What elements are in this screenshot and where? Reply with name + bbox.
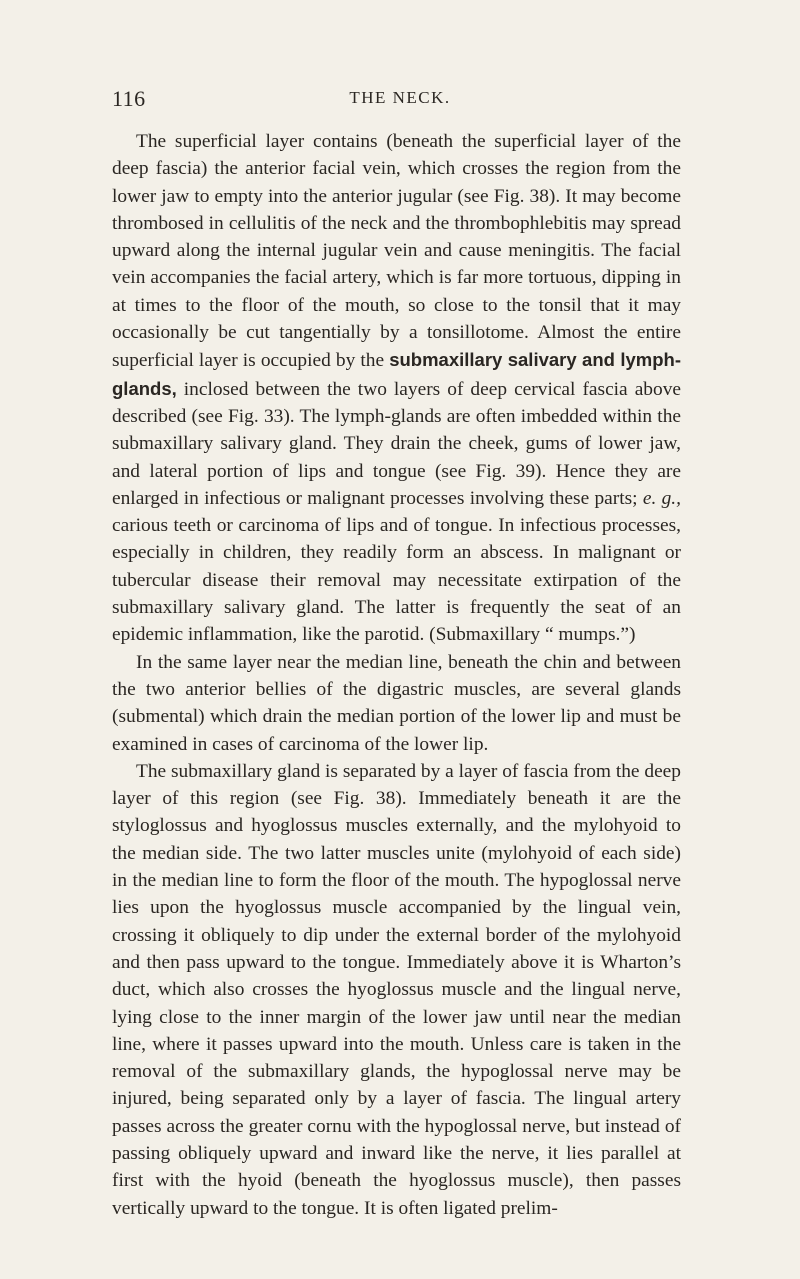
paragraph-1 [112, 128, 681, 649]
body-text [112, 128, 681, 1222]
italic-abbreviation: e. g., [642, 487, 681, 509]
paragraph-1-text-b: inclosed between the two layers of deep cervical fascia above described (see Fig. 33). The lymph-glands are often imbedded within the submaxillary salivary gland. They drain the cheek, gums of lower jaw, and lateral portion of lips and tongue (see Fig. 39). Hence they are enlarged in infectious or malignant processes involving these parts; [112, 378, 681, 509]
paragraph-2: In the same layer near the median line, beneath the chin and between the two anterior bellies of the digastric muscles, are several glands (submental) which drain the median portion of the lower lip and must be examined in cases of carcinoma of the lower lip. [112, 651, 681, 755]
running-head [0, 86, 800, 116]
page-number: 116 [112, 86, 146, 111]
paragraph-1-text-a: The superficial layer contains (beneath the superficial layer of the deep fascia) the anterior facial vein, which crosses the region from the lower jaw to empty into the anterior jugular (see Fig. 38). It may become thrombosed in cellulitis of the neck and the thrombophlebitis may spread upward along the internal jugular vein and cause meningitis. The facial vein accompanies the facial artery, which is far more tortuous, dipping in at times to the floor of the mouth, so close to the tonsil that it may occasionally be cut tangentially by a tonsillotome. Almost the entire superficial layer is occupied by the [112, 131, 681, 372]
paragraph-1-text-c: carious teeth or carcinoma of lips and of tongue. In infectious processes, especially in children, they readily form an abscess. In malignant or tubercular disease their removal may necessitate extirpation of the submaxillary salivary gland. The latter is frequently the seat of an epidemic inflammation, like the parotid. (Submaxillary “ mumps.”) [112, 515, 681, 646]
paragraph-3: The submaxillary gland is separated by a layer of fascia from the deep layer of this region (see Fig. 38). Immediately beneath it are the styloglossus and hyoglossus muscles externally, and the mylohyoid to the median side. The two latter muscles unite (mylohyoid of each side) in the median line to form the floor of the mouth. The hypoglossal nerve lies upon the hyoglossus muscle accompanied by the lingual vein, crossing it obliquely to dip under the external border of the mylohyoid and then pass upward to the tongue. Immediately above it is Wharton’s duct, which also crosses the hyoglossus muscle and the lingual nerve, lying close to the inner margin of the lower jaw until near the median line, where it passes upward into the mouth. Unless care is taken in the removal of the submaxillary glands, the hypoglossal nerve may be injured, being separated only by a layer of fascia. The lingual artery passes across the greater cornu with the hypoglossal nerve, but instead of passing obliquely upward and inward like the nerve, it lies parallel at first with the hyoid (beneath the hyoglossus muscle), then passes vertically upward to the tongue. It is often ligated prelim- [112, 760, 681, 1219]
emphasis-term: submaxillary salivary and lymph-glands, [112, 349, 681, 399]
running-title: THE NECK. [349, 88, 451, 107]
